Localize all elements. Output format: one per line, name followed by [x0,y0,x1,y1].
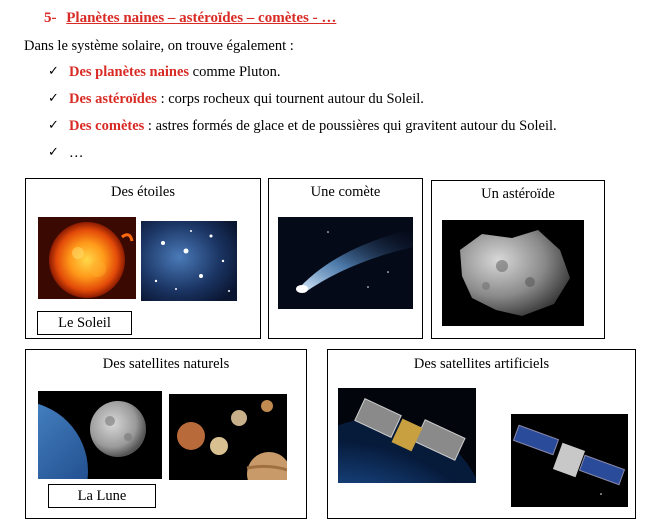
natural-satellites-title: Des satellites naturels [102,356,230,372]
section-heading [44,10,336,27]
list-item [48,143,557,170]
item-term: Des astéroïdes [69,91,157,107]
artificial-satellites-title: Des satellites artificiels [413,356,550,372]
comet-box [268,178,423,339]
moons-image [169,394,287,480]
item-text: comme Pluton. [189,64,281,80]
item-term: Des planètes naines [69,64,190,80]
satellite-image-2 [511,414,628,507]
section-title: Planètes naines – astéroïdes – comètes - … [66,10,337,26]
comet-title: Une comète [310,184,381,200]
natural-satellites-box [25,349,307,519]
check-icon: ✓ [48,118,59,133]
stars-title: Des étoiles [110,184,176,200]
intro-text: Dans le système solaire, on trouve également : [24,38,294,54]
stars-image [141,221,237,301]
check-icon: ✓ [48,145,59,160]
asteroid-image [442,220,584,326]
item-text: … [69,145,84,161]
comet-image [278,217,413,309]
moon-image [38,391,162,479]
satellite-image-1 [338,388,476,483]
item-text: : astres formés de glace et de poussières qui gravitent autour du Soleil. [144,118,557,134]
asteroid-box [431,180,605,339]
list-item [48,89,557,116]
checklist [48,62,557,170]
check-icon: ✓ [48,64,59,79]
stars-box [25,178,261,339]
list-item [48,116,557,143]
list-item [48,62,557,89]
moon-label: La Lune [48,484,156,508]
artificial-satellites-box [327,349,636,519]
item-text: : corps rocheux qui tournent autour du Soleil. [156,91,424,107]
check-icon: ✓ [48,91,59,106]
asteroid-title: Un astéroïde [481,186,555,202]
sun-label: Le Soleil [37,311,132,335]
sun-image [38,217,136,299]
item-term: Des comètes [69,118,145,134]
section-number: 5- [44,10,57,26]
